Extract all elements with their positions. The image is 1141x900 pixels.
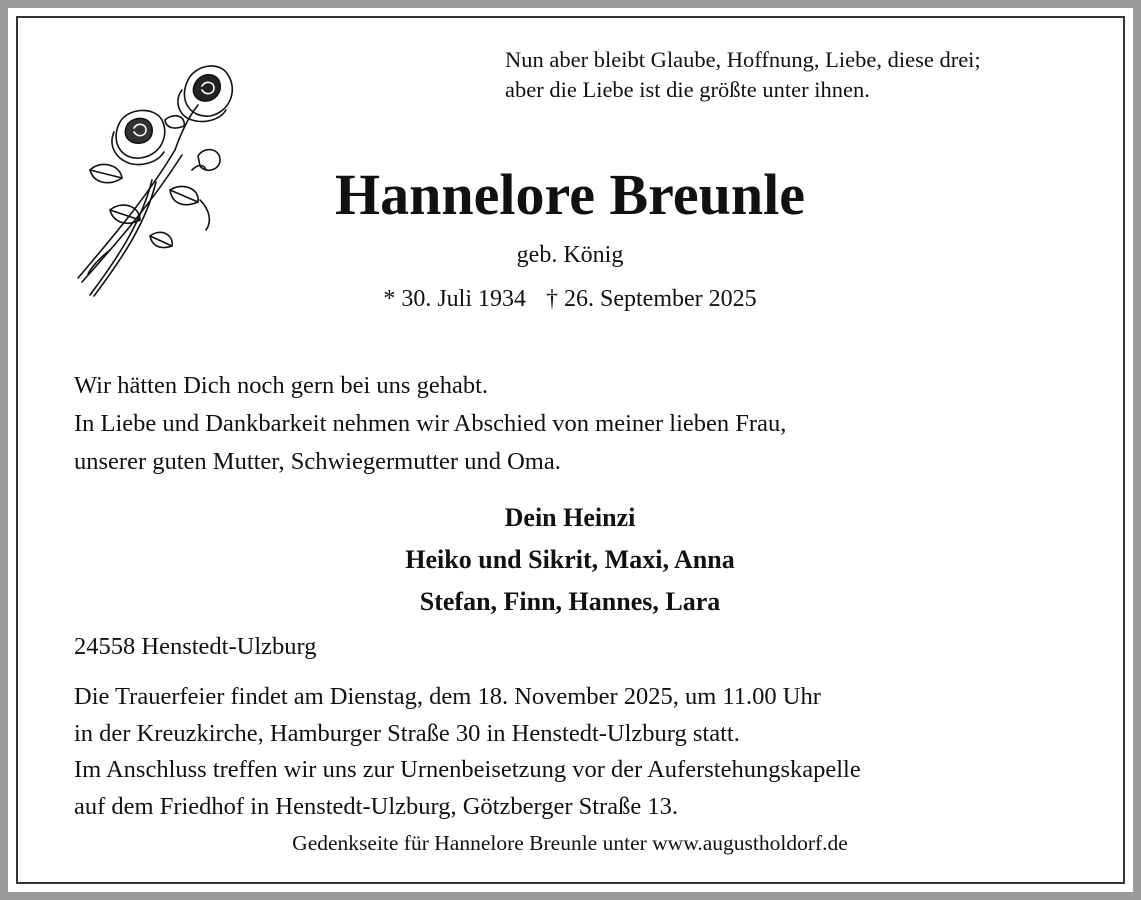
quote-line-2: aber die Liebe ist die größte unter ihnen. — [505, 77, 870, 102]
service-line-4: auf dem Friedhof in Henstedt-Ulzburg, Götzberger Straße 13. — [74, 792, 678, 820]
bible-quote — [505, 45, 1115, 105]
mourners-line-1: Dein Heinzi — [504, 503, 636, 532]
service-info — [74, 679, 1094, 825]
service-line-1: Die Trauerfeier findet am Dienstag, dem 18. November 2025, um 11.00 Uhr — [74, 683, 821, 710]
message-line-2: In Liebe und Dankbarkeit nehmen wir Abschied von meiner lieben Frau, — [74, 410, 787, 437]
service-line-3: Im Anschluss treffen wir uns zur Urnenbeisetzung vor der Auferstehungskapelle — [74, 756, 861, 783]
death-date: † 26. September 2025 — [546, 286, 757, 312]
farewell-message — [74, 367, 1074, 481]
mourners-line-2: Heiko und Sikrit, Maxi, Anna — [405, 545, 735, 574]
maiden-name: geb. König — [516, 242, 624, 268]
mourners — [270, 497, 870, 623]
memorial-page-line: Gedenkseite für Hannelore Breunle unter www.augustholdorf.de — [292, 831, 848, 855]
birth-date: * 30. Juli 1934 — [383, 286, 527, 312]
mourners-line-3: Stefan, Finn, Hannes, Lara — [419, 587, 721, 616]
location: 24558 Henstedt-Ulzburg — [74, 633, 317, 660]
service-line-2: in der Kreuzkirche, Hamburger Straße 30 in Henstedt-Ulzburg statt. — [74, 719, 740, 747]
quote-line-1: Nun aber bleibt Glaube, Hoffnung, Liebe, diese drei; — [505, 47, 981, 72]
deceased-name: Hannelore Breunle — [335, 162, 805, 227]
life-dates — [270, 284, 870, 314]
message-line-3: unserer guten Mutter, Schwiegermutter und Oma. — [74, 448, 561, 475]
message-line-1: Wir hätten Dich noch gern bei uns gehabt. — [74, 372, 489, 399]
